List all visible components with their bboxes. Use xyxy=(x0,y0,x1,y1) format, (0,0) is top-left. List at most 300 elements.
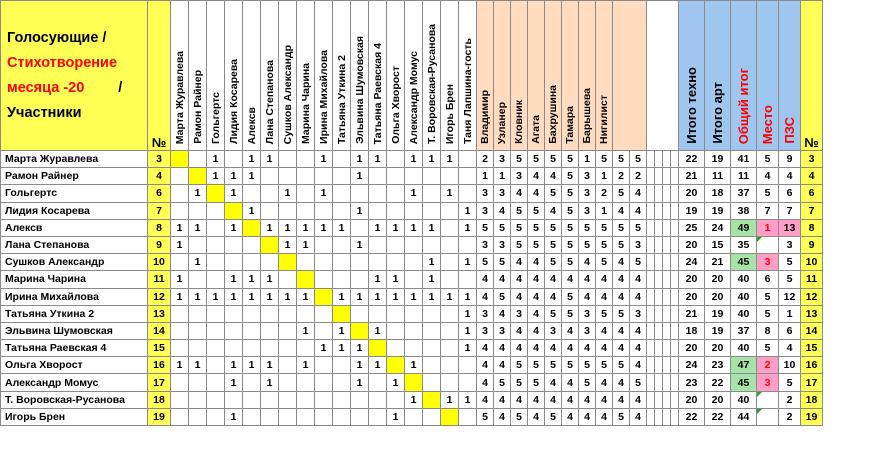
tech-score-cell: 4 xyxy=(494,202,511,219)
tech-score-cell: 4 xyxy=(596,391,613,408)
table-row xyxy=(1,254,823,271)
vote-cell xyxy=(351,185,369,202)
separator-cell xyxy=(655,305,663,322)
tech-score-cell: 4 xyxy=(528,305,545,322)
tech-score-cell: 1 xyxy=(596,202,613,219)
place-cell: 6 xyxy=(757,271,779,288)
vote-cell xyxy=(333,374,351,391)
self-vote-cell xyxy=(297,271,315,288)
self-vote-cell xyxy=(279,254,297,271)
vote-cell: 1 xyxy=(297,236,315,253)
totals-header xyxy=(757,1,779,151)
table-row xyxy=(1,236,823,253)
tech-score-cell: 5 xyxy=(562,236,579,253)
vote-cell: 1 xyxy=(279,236,297,253)
tech-score-cell: 5 xyxy=(596,219,613,236)
vote-cell: 1 xyxy=(351,288,369,305)
vote-cell xyxy=(387,185,405,202)
participant-name: Лидия Косарева xyxy=(1,202,148,219)
vote-cell: 1 xyxy=(423,288,441,305)
tech-score-cell: 4 xyxy=(630,408,647,425)
vote-cell: 1 xyxy=(279,219,297,236)
self-vote-cell xyxy=(171,151,189,168)
separator-cell xyxy=(647,408,655,425)
corner-title xyxy=(1,1,148,151)
tech-score-cell: 5 xyxy=(562,185,579,202)
separator-cell xyxy=(663,391,671,408)
tech-score-cell: 3 xyxy=(494,185,511,202)
vote-cell xyxy=(333,254,351,271)
separator-cell xyxy=(655,357,663,374)
separator-cell xyxy=(655,340,663,357)
vote-cell xyxy=(261,202,279,219)
vote-cell xyxy=(279,151,297,168)
totals-header-label: Место xyxy=(760,104,775,144)
tech-header-label: Владимир xyxy=(479,90,491,144)
vote-cell xyxy=(405,305,423,322)
vote-cell xyxy=(387,305,405,322)
vote-cell xyxy=(207,391,225,408)
vote-cell xyxy=(441,340,459,357)
self-vote-cell xyxy=(351,322,369,339)
vote-cell: 1 xyxy=(189,254,207,271)
tech-score-cell: 4 xyxy=(477,357,494,374)
total-cell: 40 xyxy=(731,271,757,288)
participant-number-right: 13 xyxy=(801,305,823,322)
vote-cell: 1 xyxy=(261,374,279,391)
participant-number-right: 12 xyxy=(801,288,823,305)
place-cell xyxy=(757,408,779,425)
voter-header-label: Ирина Михайлова xyxy=(317,50,330,144)
totals-header-label: Итого техно xyxy=(684,67,699,144)
tech-score-cell: 1 xyxy=(596,168,613,185)
tech-score-cell: 3 xyxy=(477,185,494,202)
vote-cell xyxy=(207,322,225,339)
totals-header xyxy=(705,1,731,151)
table-row xyxy=(1,202,823,219)
vote-cell xyxy=(441,271,459,288)
place-cell xyxy=(757,391,779,408)
vote-cell xyxy=(423,185,441,202)
pzs-cell: 9 xyxy=(779,151,801,168)
tech-header xyxy=(562,1,579,151)
vote-cell xyxy=(315,322,333,339)
participant-name: Алексв xyxy=(1,219,148,236)
tech-score-cell: 5 xyxy=(545,236,562,253)
separator-cell xyxy=(663,408,671,425)
vote-cell: 1 xyxy=(315,340,333,357)
vote-cell xyxy=(423,340,441,357)
vote-cell xyxy=(351,254,369,271)
tech-score-cell: 4 xyxy=(494,305,511,322)
vote-cell xyxy=(315,391,333,408)
separator-header xyxy=(647,1,679,151)
pzs-cell: 4 xyxy=(779,168,801,185)
tech-score-cell: 5 xyxy=(494,219,511,236)
vote-cell xyxy=(225,236,243,253)
separator-cell xyxy=(655,391,663,408)
vote-cell xyxy=(171,322,189,339)
voter-header xyxy=(171,1,189,151)
total-cell: 38 xyxy=(731,202,757,219)
num-header-right: № xyxy=(801,1,823,151)
place-cell: 5 xyxy=(757,305,779,322)
separator-cell xyxy=(671,305,679,322)
vote-cell xyxy=(261,168,279,185)
total-art-cell: 18 xyxy=(705,185,731,202)
participant-name: Ольга Хворост xyxy=(1,357,148,374)
total-art-cell: 19 xyxy=(705,322,731,339)
vote-cell xyxy=(423,322,441,339)
participant-number: 7 xyxy=(148,202,171,219)
vote-cell: 1 xyxy=(261,357,279,374)
separator-cell xyxy=(663,322,671,339)
self-vote-cell xyxy=(243,219,261,236)
tech-score-cell: 4 xyxy=(494,271,511,288)
tech-score-cell: 4 xyxy=(630,271,647,288)
separator-cell xyxy=(647,219,655,236)
vote-cell: 1 xyxy=(297,219,315,236)
tech-score-cell: 3 xyxy=(477,202,494,219)
voter-header-label: Сушков Александр xyxy=(281,44,294,144)
vote-cell xyxy=(225,305,243,322)
tech-score-cell: 3 xyxy=(494,151,511,168)
tech-score-cell: 4 xyxy=(511,322,528,339)
separator-cell xyxy=(663,305,671,322)
vote-cell xyxy=(315,168,333,185)
total-tech-cell: 21 xyxy=(679,305,705,322)
place-cell: 1 xyxy=(757,219,779,236)
tech-score-cell: 3 xyxy=(477,236,494,253)
pzs-cell: 6 xyxy=(779,185,801,202)
voter-header-label: Ольга Хворост xyxy=(389,66,402,144)
voter-header-label: Лидия Косарева xyxy=(227,59,240,144)
vote-cell xyxy=(297,305,315,322)
voter-header xyxy=(387,1,405,151)
vote-cell xyxy=(423,236,441,253)
separator-cell xyxy=(671,408,679,425)
tech-score-cell: 4 xyxy=(545,391,562,408)
vote-cell: 1 xyxy=(441,391,459,408)
vote-cell xyxy=(279,322,297,339)
vote-cell: 1 xyxy=(351,151,369,168)
tech-score-cell: 4 xyxy=(511,271,528,288)
pzs-cell: 5 xyxy=(779,254,801,271)
tech-score-cell: 5 xyxy=(528,151,545,168)
vote-cell xyxy=(459,271,477,288)
vote-cell: 1 xyxy=(387,271,405,288)
tech-score-cell: 5 xyxy=(613,408,630,425)
tech-score-cell: 4 xyxy=(545,271,562,288)
tech-score-cell: 4 xyxy=(528,168,545,185)
self-vote-cell xyxy=(423,391,441,408)
tech-score-cell: 4 xyxy=(528,271,545,288)
separator-cell xyxy=(655,236,663,253)
voter-header-label: Александр Момус xyxy=(407,50,420,144)
tech-score-cell: 5 xyxy=(494,288,511,305)
tech-score-cell: 4 xyxy=(579,408,596,425)
voter-header-label: Алексв xyxy=(245,106,258,144)
tech-score-cell: 4 xyxy=(477,288,494,305)
tech-score-cell: 4 xyxy=(511,254,528,271)
vote-cell xyxy=(225,391,243,408)
participant-number-right: 8 xyxy=(801,219,823,236)
participant-name: Т. Воровская-Русанова xyxy=(1,391,148,408)
vote-cell: 1 xyxy=(387,374,405,391)
participant-number-right: 9 xyxy=(801,236,823,253)
vote-cell: 1 xyxy=(171,271,189,288)
total-cell: 40 xyxy=(731,391,757,408)
participant-name: Ирина Михайлова xyxy=(1,288,148,305)
separator-cell xyxy=(647,357,655,374)
vote-cell xyxy=(405,254,423,271)
tech-score-cell: 5 xyxy=(630,219,647,236)
vote-cell xyxy=(441,322,459,339)
tech-score-cell: 4 xyxy=(596,408,613,425)
vote-cell xyxy=(369,391,387,408)
tech-score-cell: 4 xyxy=(613,254,630,271)
separator-cell xyxy=(671,202,679,219)
vote-cell: 1 xyxy=(423,219,441,236)
vote-cell xyxy=(441,202,459,219)
self-vote-cell xyxy=(405,374,423,391)
participant-number-right: 17 xyxy=(801,374,823,391)
voter-header-label: Таня Лапшина-гость xyxy=(461,37,474,144)
participant-name: Марина Чарина xyxy=(1,271,148,288)
participant-number-right: 3 xyxy=(801,151,823,168)
separator-cell xyxy=(671,168,679,185)
vote-cell: 1 xyxy=(225,271,243,288)
vote-cell xyxy=(261,340,279,357)
tech-score-cell: 4 xyxy=(596,271,613,288)
participant-name: Татьяна Раевская 4 xyxy=(1,340,148,357)
tech-score-cell: 5 xyxy=(562,219,579,236)
participant-name: Марта Журавлева xyxy=(1,151,148,168)
vote-cell: 1 xyxy=(369,271,387,288)
tech-score-cell: 3 xyxy=(630,236,647,253)
vote-cell xyxy=(405,236,423,253)
tech-score-cell: 5 xyxy=(562,357,579,374)
total-cell: 40 xyxy=(731,340,757,357)
tech-score-cell: 5 xyxy=(562,305,579,322)
tech-score-cell: 5 xyxy=(545,254,562,271)
tech-score-cell: 4 xyxy=(545,288,562,305)
participant-name: Рамон Райнер xyxy=(1,168,148,185)
tech-score-cell: 4 xyxy=(579,254,596,271)
vote-cell: 1 xyxy=(423,151,441,168)
total-art-cell: 20 xyxy=(705,340,731,357)
separator-cell xyxy=(671,185,679,202)
vote-cell: 1 xyxy=(225,219,243,236)
vote-cell xyxy=(207,254,225,271)
vote-cell xyxy=(459,408,477,425)
total-art-cell: 20 xyxy=(705,391,731,408)
vote-cell xyxy=(369,168,387,185)
total-cell: 47 xyxy=(731,357,757,374)
vote-cell xyxy=(297,151,315,168)
separator-cell xyxy=(663,254,671,271)
vote-cell: 1 xyxy=(225,357,243,374)
tech-score-cell: 4 xyxy=(477,340,494,357)
tech-header-blank xyxy=(613,1,647,151)
vote-cell xyxy=(207,271,225,288)
tech-score-cell: 4 xyxy=(630,357,647,374)
vote-cell xyxy=(297,374,315,391)
vote-cell xyxy=(387,340,405,357)
tech-score-cell: 3 xyxy=(579,305,596,322)
vote-cell xyxy=(405,271,423,288)
tech-header-label: Бахрушина xyxy=(547,85,559,144)
vote-cell xyxy=(387,202,405,219)
tech-score-cell: 3 xyxy=(494,322,511,339)
total-tech-cell: 20 xyxy=(679,288,705,305)
vote-cell xyxy=(369,408,387,425)
vote-cell xyxy=(279,374,297,391)
tech-score-cell: 4 xyxy=(477,271,494,288)
vote-cell: 1 xyxy=(189,185,207,202)
participant-number: 12 xyxy=(148,288,171,305)
voter-header-label: Татьяна Уткина 2 xyxy=(335,54,348,144)
vote-cell xyxy=(243,340,261,357)
tech-score-cell: 4 xyxy=(545,168,562,185)
tech-score-cell: 5 xyxy=(613,357,630,374)
vote-cell xyxy=(387,254,405,271)
comment-indicator-icon xyxy=(757,392,762,397)
vote-cell xyxy=(405,408,423,425)
voter-header xyxy=(351,1,369,151)
pzs-cell: 5 xyxy=(779,374,801,391)
totals-header-label: Общий итог xyxy=(736,67,751,144)
tech-score-cell: 5 xyxy=(630,374,647,391)
tech-score-cell: 2 xyxy=(596,185,613,202)
pzs-cell: 2 xyxy=(779,391,801,408)
totals-header-label: Итого арт xyxy=(710,82,725,144)
tech-score-cell: 3 xyxy=(579,202,596,219)
separator-cell xyxy=(647,236,655,253)
tech-score-cell: 5 xyxy=(545,408,562,425)
totals-header xyxy=(779,1,801,151)
vote-cell xyxy=(207,340,225,357)
total-art-cell: 21 xyxy=(705,254,731,271)
participant-number: 19 xyxy=(148,408,171,425)
tech-score-cell: 4 xyxy=(562,271,579,288)
separator-cell xyxy=(663,288,671,305)
participant-number: 17 xyxy=(148,374,171,391)
vote-cell xyxy=(279,305,297,322)
table-row xyxy=(1,305,823,322)
vote-cell xyxy=(261,305,279,322)
tech-score-cell: 5 xyxy=(545,219,562,236)
tech-score-cell: 5 xyxy=(596,357,613,374)
vote-cell xyxy=(387,391,405,408)
tech-score-cell: 5 xyxy=(545,185,562,202)
pzs-cell: 12 xyxy=(779,288,801,305)
voter-header xyxy=(189,1,207,151)
separator-cell xyxy=(655,374,663,391)
vote-cell xyxy=(297,408,315,425)
vote-cell: 1 xyxy=(225,408,243,425)
total-art-cell: 24 xyxy=(705,219,731,236)
vote-cell xyxy=(207,236,225,253)
vote-cell xyxy=(189,340,207,357)
separator-cell xyxy=(647,185,655,202)
vote-cell xyxy=(279,271,297,288)
tech-score-cell: 4 xyxy=(545,202,562,219)
total-art-cell: 22 xyxy=(705,408,731,425)
vote-cell: 1 xyxy=(387,408,405,425)
voter-header xyxy=(225,1,243,151)
vote-cell xyxy=(387,236,405,253)
tech-score-cell: 4 xyxy=(511,340,528,357)
vote-cell: 1 xyxy=(351,374,369,391)
tech-header xyxy=(477,1,494,151)
tech-header-label: Агата xyxy=(530,115,542,144)
tech-score-cell: 5 xyxy=(613,185,630,202)
tech-score-cell: 5 xyxy=(494,374,511,391)
total-tech-cell: 24 xyxy=(679,254,705,271)
vote-cell: 1 xyxy=(279,288,297,305)
participant-number: 10 xyxy=(148,254,171,271)
place-cell: 5 xyxy=(757,151,779,168)
vote-cell: 1 xyxy=(333,340,351,357)
vote-cell xyxy=(369,374,387,391)
vote-cell: 1 xyxy=(225,374,243,391)
pzs-cell: 6 xyxy=(779,322,801,339)
vote-cell: 1 xyxy=(369,357,387,374)
place-cell: 5 xyxy=(757,288,779,305)
voter-header xyxy=(279,1,297,151)
vote-cell xyxy=(333,271,351,288)
tech-score-cell: 4 xyxy=(596,322,613,339)
vote-cell xyxy=(351,305,369,322)
title-line-2: Стихотворение xyxy=(7,54,118,71)
separator-cell xyxy=(663,340,671,357)
tech-score-cell: 5 xyxy=(511,236,528,253)
separator-cell xyxy=(671,151,679,168)
tech-score-cell: 5 xyxy=(613,219,630,236)
tech-score-cell: 5 xyxy=(511,151,528,168)
tech-score-cell: 5 xyxy=(511,374,528,391)
vote-cell xyxy=(423,168,441,185)
tech-score-cell: 4 xyxy=(630,288,647,305)
vote-cell xyxy=(207,202,225,219)
vote-cell: 1 xyxy=(351,357,369,374)
separator-cell xyxy=(647,391,655,408)
vote-cell: 1 xyxy=(207,288,225,305)
participant-number: 14 xyxy=(148,322,171,339)
vote-cell xyxy=(189,151,207,168)
tech-score-cell: 4 xyxy=(613,322,630,339)
vote-cell xyxy=(315,408,333,425)
total-tech-cell: 20 xyxy=(679,340,705,357)
participant-number: 13 xyxy=(148,305,171,322)
pzs-cell: 4 xyxy=(779,340,801,357)
self-vote-cell xyxy=(225,202,243,219)
participant-number-right: 16 xyxy=(801,357,823,374)
tech-score-cell: 3 xyxy=(545,322,562,339)
total-tech-cell: 20 xyxy=(679,391,705,408)
participant-number-right: 18 xyxy=(801,391,823,408)
separator-cell xyxy=(647,374,655,391)
participant-number-right: 14 xyxy=(801,322,823,339)
tech-score-cell: 4 xyxy=(596,340,613,357)
tech-score-cell: 4 xyxy=(613,271,630,288)
separator-cell xyxy=(671,236,679,253)
tech-score-cell: 4 xyxy=(545,340,562,357)
pzs-cell: 5 xyxy=(779,271,801,288)
place-cell: 4 xyxy=(757,168,779,185)
separator-cell xyxy=(663,151,671,168)
